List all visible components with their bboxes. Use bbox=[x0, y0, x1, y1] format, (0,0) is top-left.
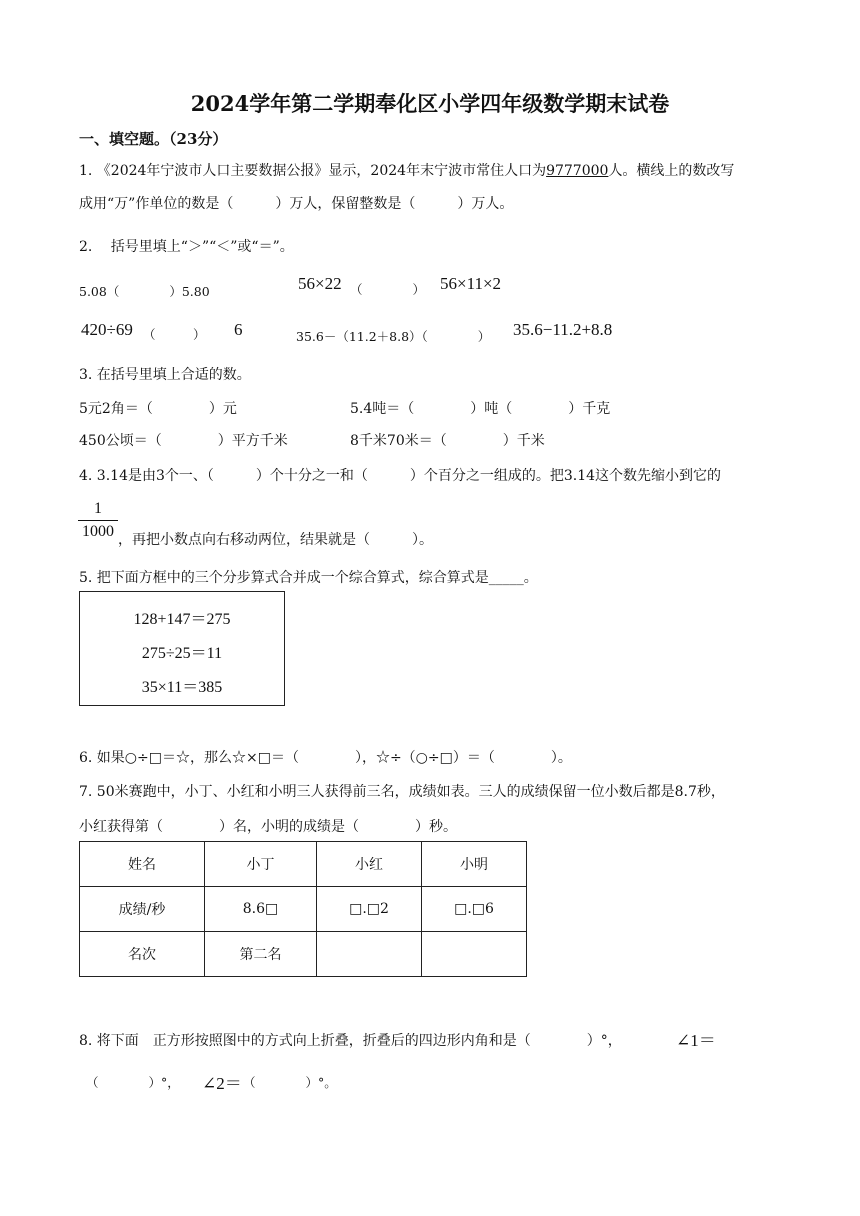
q1-text-b: 人。横线上的数改写 bbox=[608, 163, 735, 179]
table-cell: □.□6 bbox=[422, 887, 527, 932]
table-cell: 小红 bbox=[317, 842, 422, 887]
table-cell bbox=[317, 932, 422, 977]
step-2: 275÷25＝11 bbox=[141, 645, 223, 662]
table-cell: 姓名 bbox=[80, 842, 205, 887]
question-4-line-2: ，再把小数点向右移动两位，结果就是（ ）。 bbox=[118, 532, 433, 548]
question-1-line-1 bbox=[79, 160, 734, 180]
table-cell: 8.6□ bbox=[205, 887, 317, 932]
section-heading: 一、填空题。（23分） bbox=[79, 130, 228, 148]
table-row bbox=[80, 887, 527, 932]
q8-angle-2-label: ∠2＝ bbox=[202, 1074, 242, 1093]
step-1: 128+147＝275 bbox=[133, 611, 231, 628]
question-8-line-1: 8. 将下面 正方形按照图中的方式向上折叠，折叠后的四边形内角和是（ ）°， bbox=[79, 1033, 622, 1049]
q3-item-4: 8千米70米＝（ ）千米 bbox=[350, 433, 545, 449]
table-cell: 名次 bbox=[80, 932, 205, 977]
q2-compare-3-left: 420÷69 bbox=[81, 320, 133, 339]
question-5-text: 5. 把下面方框中的三个分步算式合并成一个综合算式，综合算式是_____。 bbox=[79, 570, 538, 586]
fraction-bar bbox=[78, 520, 118, 521]
table-row bbox=[80, 932, 527, 977]
question-7-line-1: 7. 50米赛跑中，小丁、小红和小明三人获得前三名，成绩如表。三人的成绩保留一位小数后都是8.7秒， bbox=[79, 784, 725, 800]
question-4-line-1: 4. 3.14是由3个一、（ ）个十分之一和（ ）个百分之一组成的。把3.14这个数先缩小到它的 bbox=[79, 468, 722, 484]
q3-item-2: 5.4吨＝（ ）吨（ ）千克 bbox=[350, 401, 611, 417]
q3-item-1: 5元2角＝（ ）元 bbox=[79, 401, 237, 417]
q4-fraction bbox=[78, 500, 118, 541]
question-2-heading: 2. 括号里填上“＞”“＜”或“＝”。 bbox=[79, 239, 294, 255]
table-cell: 第二名 bbox=[205, 932, 317, 977]
q4-fraction-denominator: 1000 bbox=[82, 523, 114, 540]
table-cell: 小丁 bbox=[205, 842, 317, 887]
q4-fraction-numerator: 1 bbox=[94, 500, 102, 517]
step-3: 35×11＝385 bbox=[141, 679, 223, 696]
q2-compare-4-left: 35.6－（11.2＋8.8）（ ） bbox=[296, 329, 491, 344]
q2-compare-2-left: 56×22 bbox=[298, 274, 342, 293]
question-7-line-2: 小红获得第（ ）名，小明的成绩是（ ）秒。 bbox=[79, 819, 457, 835]
q3-item-3: 450公顷＝（ ）平方千米 bbox=[79, 433, 288, 449]
q1-underlined-number: 9777000 bbox=[546, 163, 609, 179]
question-6-text: 6. 如果○÷□＝☆，那么☆×□＝（ ），☆÷（○÷□）＝（ ）。 bbox=[79, 750, 572, 766]
question-1-line-2: 成用“万”作单位的数是（ ）万人，保留整数是（ ）万人。 bbox=[79, 196, 514, 212]
q2-compare-2-right: 56×11×2 bbox=[440, 274, 502, 293]
steps-box bbox=[79, 591, 285, 706]
q1-text-a: 1. 《2024年宁波市人口主要数据公报》显示，2024年末宁波市常住人口为 bbox=[79, 163, 547, 179]
q8-blank-2: （ ）°。 bbox=[243, 1075, 337, 1090]
q2-compare-1: 5.08（ ）5.80 bbox=[79, 284, 210, 299]
table-row bbox=[80, 842, 527, 887]
q2-compare-4-right: 35.6−11.2+8.8 bbox=[513, 320, 613, 339]
page-title: 2024学年第二学期奉化区小学四年级数学期末试卷 bbox=[190, 91, 670, 116]
q2-compare-3-paren: （ ） bbox=[143, 327, 206, 342]
results-table bbox=[79, 841, 527, 977]
table-cell: 小明 bbox=[422, 842, 527, 887]
q2-compare-2-paren: （ ） bbox=[350, 282, 426, 297]
table-cell: 成绩/秒 bbox=[80, 887, 205, 932]
q8-angle-1-label: ∠1＝ bbox=[676, 1031, 716, 1050]
table-cell bbox=[422, 932, 527, 977]
q8-blank-1: （ ）°， bbox=[86, 1075, 180, 1090]
q2-compare-3-right: 6 bbox=[234, 320, 243, 339]
table-cell: □.□2 bbox=[317, 887, 422, 932]
question-3-heading: 3. 在括号里填上合适的数。 bbox=[79, 367, 251, 383]
